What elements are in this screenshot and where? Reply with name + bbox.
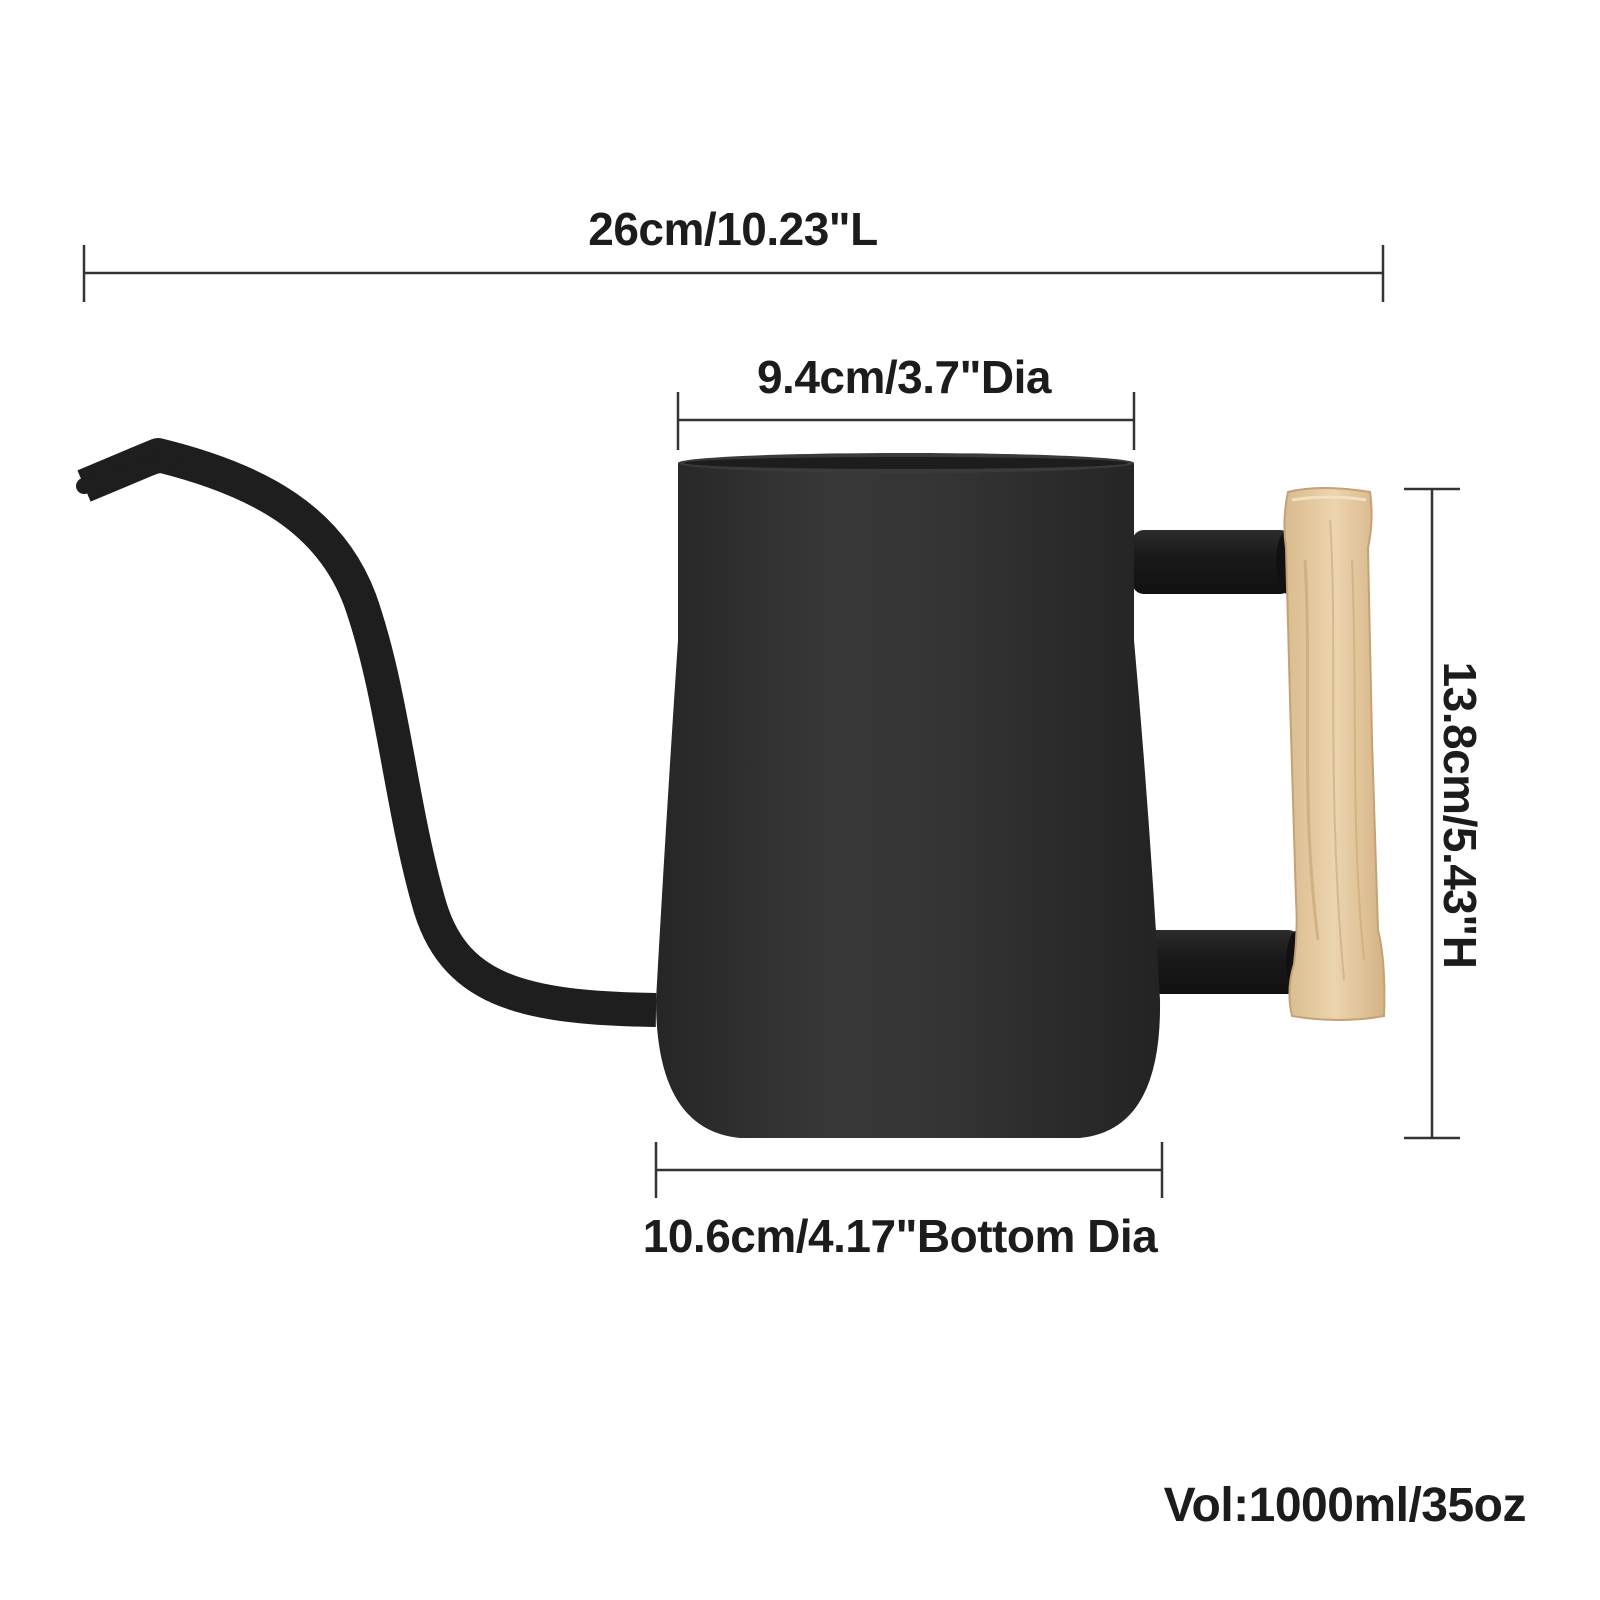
bottom-diameter-label: 10.6cm/4.17"Bottom Dia	[642, 1210, 1158, 1262]
handle-arms	[1132, 530, 1310, 994]
top-diameter-label: 9.4cm/3.7"Dia	[756, 351, 1052, 403]
kettle-body	[656, 453, 1160, 1138]
bottom-diameter-dimension-line	[656, 1142, 1162, 1198]
volume-label: Vol:1000ml/35oz	[1163, 1479, 1526, 1532]
height-label: 13.8cm/5.43"H	[1434, 661, 1486, 969]
length-label: 26cm/10.23"L	[588, 203, 878, 255]
spout	[84, 455, 656, 1010]
wooden-handle	[1284, 488, 1384, 1020]
